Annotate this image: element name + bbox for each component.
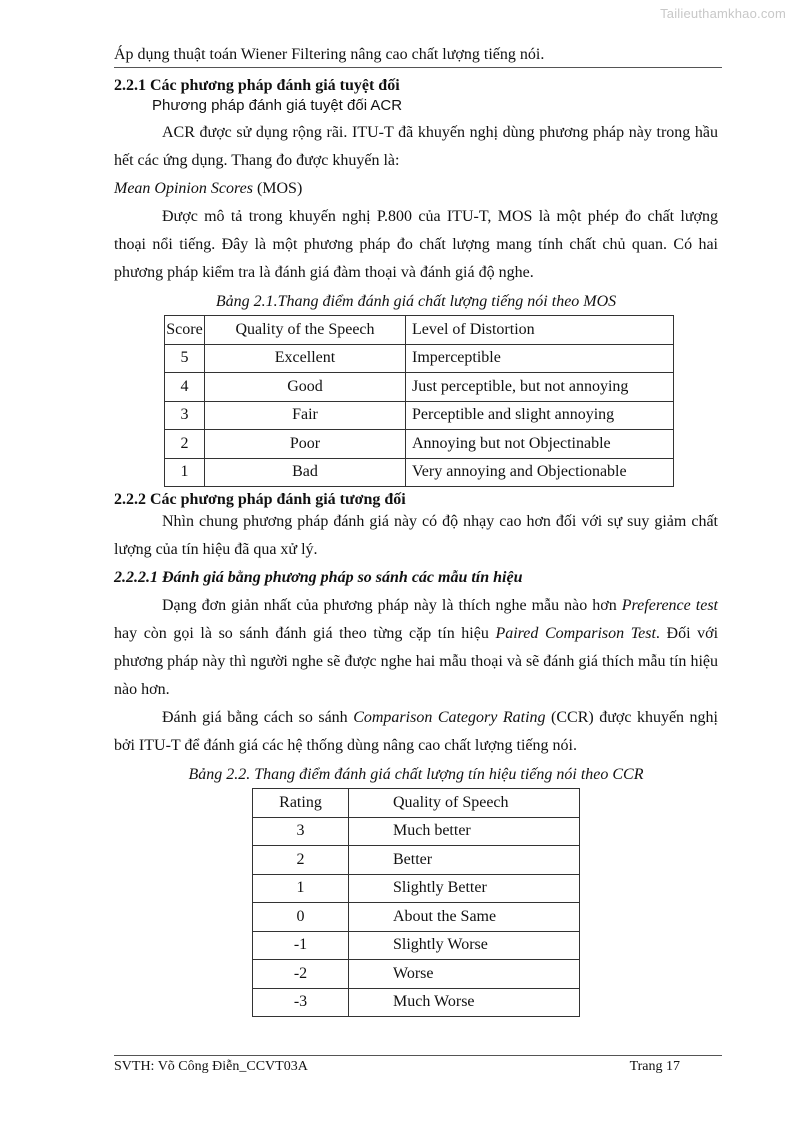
paragraph-ccr bbox=[114, 704, 718, 760]
section-heading-2-2-2-1: 2.2.2.1 Đánh giá bằng phương pháp so sánh các mẫu tín hiệu bbox=[114, 569, 523, 586]
header-divider bbox=[114, 67, 722, 68]
text-run: . Đối với phương pháp này thì người nghe sẽ được nghe hai mẫu thoại và sẽ đánh giá thích mẫu tín hiệu nào hơn. bbox=[114, 625, 719, 698]
table-cell: 1 bbox=[253, 874, 349, 903]
table1-caption: Bảng 2.1.Thang điểm đánh giá chất lượng tiếng nói theo MOS bbox=[215, 293, 617, 310]
preference-test-term: Preference test bbox=[621, 597, 718, 614]
paragraph-preference-test bbox=[114, 592, 718, 704]
table-row bbox=[253, 874, 580, 903]
table-cell: Slightly Worse bbox=[349, 931, 580, 960]
table-row bbox=[253, 931, 580, 960]
paragraph-relative-methods: Nhìn chung phương pháp đánh giá này có độ nhạy cao hơn đối với sự suy giảm chất lượng của tín hiệu đã qua xử lý. bbox=[114, 513, 718, 558]
table-row bbox=[165, 344, 674, 373]
table-cell: Better bbox=[349, 846, 580, 875]
text-run: Dạng đơn giản nhất của phương pháp này là thích nghe mẫu nào hơn bbox=[162, 597, 622, 614]
paragraph-mos-term bbox=[114, 175, 718, 203]
table-cell: About the Same bbox=[349, 903, 580, 932]
table-row bbox=[253, 988, 580, 1017]
table-header-cell: Rating bbox=[253, 789, 349, 818]
table-cell: 2 bbox=[165, 430, 205, 459]
table-row bbox=[165, 458, 674, 487]
table-row bbox=[165, 430, 674, 459]
text-run: (CCR) được khuyến nghị bởi ITU-T để đánh giá các hệ thống dùng nâng cao chất lượng tiếng nói. bbox=[114, 709, 718, 754]
text-run: Đánh giá bằng cách so sánh bbox=[162, 709, 354, 726]
ccr-term: Comparison Category Rating bbox=[353, 709, 546, 726]
table-row bbox=[253, 960, 580, 989]
table-cell: Poor bbox=[205, 430, 406, 459]
table-cell: 4 bbox=[165, 373, 205, 402]
paired-comparison-term: Paired Comparison Test bbox=[495, 625, 656, 642]
table-cell: -1 bbox=[253, 931, 349, 960]
table-cell: Worse bbox=[349, 960, 580, 989]
table-row bbox=[253, 846, 580, 875]
table-cell: 0 bbox=[253, 903, 349, 932]
table-header-row bbox=[253, 789, 580, 818]
subheading-acr: Phương pháp đánh giá tuyệt đối ACR bbox=[152, 97, 403, 114]
table-cell: 3 bbox=[165, 401, 205, 430]
mos-term: Mean Opinion Scores bbox=[114, 180, 253, 197]
text-run: hay còn gọi là so sánh đánh giá theo từng cặp tín hiệu bbox=[114, 625, 496, 642]
table-cell: 5 bbox=[165, 344, 205, 373]
ccr-table bbox=[252, 788, 580, 1017]
table-cell: 2 bbox=[253, 846, 349, 875]
table-cell: Excellent bbox=[205, 344, 406, 373]
table-cell: Annoying but not Objectinable bbox=[406, 430, 674, 459]
table-cell: Slightly Better bbox=[349, 874, 580, 903]
paragraph-mos-description: Được mô tả trong khuyến nghị P.800 của ITU-T, MOS là một phép đo chất lượng thoại nổi tiếng. Đây là một phương pháp đo chất lượng mang tính chất chủ quan. Có hai phương pháp kiểm tra là đánh giá đàm thoại và đánh giá độ nghe. bbox=[114, 208, 718, 281]
table-cell: -2 bbox=[253, 960, 349, 989]
watermark: Tailieuthamkhao.com bbox=[660, 6, 786, 21]
mos-table bbox=[164, 315, 674, 487]
paragraph-acr: ACR được sử dụng rộng rãi. ITU-T đã khuyến nghị dùng phương pháp này trong hầu hết các ứng dụng. Thang đo được khuyến là: bbox=[114, 124, 718, 169]
table2-caption: Bảng 2.2. Thang điểm đánh giá chất lượng tín hiệu tiếng nói theo CCR bbox=[188, 766, 644, 783]
table-header-cell: Quality of Speech bbox=[349, 789, 580, 818]
table-cell: Fair bbox=[205, 401, 406, 430]
footer-author: SVTH: Võ Công Điễn_CCVT03A bbox=[114, 1059, 308, 1074]
table-cell: Perceptible and slight annoying bbox=[406, 401, 674, 430]
table-cell: Much better bbox=[349, 817, 580, 846]
table-cell: Very annoying and Objectionable bbox=[406, 458, 674, 487]
table-cell: Imperceptible bbox=[406, 344, 674, 373]
table-row bbox=[165, 401, 674, 430]
table-cell: Bad bbox=[205, 458, 406, 487]
table-cell: -3 bbox=[253, 988, 349, 1017]
table-header-cell: Quality of the Speech bbox=[205, 316, 406, 345]
table-header-cell: Score bbox=[165, 316, 205, 345]
table-row bbox=[253, 903, 580, 932]
table-cell: Much Worse bbox=[349, 988, 580, 1017]
table-cell: 1 bbox=[165, 458, 205, 487]
table-cell: Just perceptible, but not annoying bbox=[406, 373, 674, 402]
table-row bbox=[253, 817, 580, 846]
table-cell: 3 bbox=[253, 817, 349, 846]
table-header-cell: Level of Distortion bbox=[406, 316, 674, 345]
table-row bbox=[165, 373, 674, 402]
table-header-row bbox=[165, 316, 674, 345]
section-heading-2-2-1: 2.2.1 Các phương pháp đánh giá tuyệt đối bbox=[114, 77, 400, 94]
mos-abbr: (MOS) bbox=[252, 180, 303, 197]
footer-divider bbox=[114, 1055, 722, 1056]
section-heading-2-2-2: 2.2.2 Các phương pháp đánh giá tương đối bbox=[114, 491, 406, 508]
page-header-title: Áp dụng thuật toán Wiener Filtering nâng cao chất lượng tiếng nói. bbox=[114, 46, 545, 63]
table-cell: Good bbox=[205, 373, 406, 402]
page-content bbox=[114, 76, 718, 1017]
footer-page-number: Trang 17 bbox=[629, 1059, 680, 1074]
